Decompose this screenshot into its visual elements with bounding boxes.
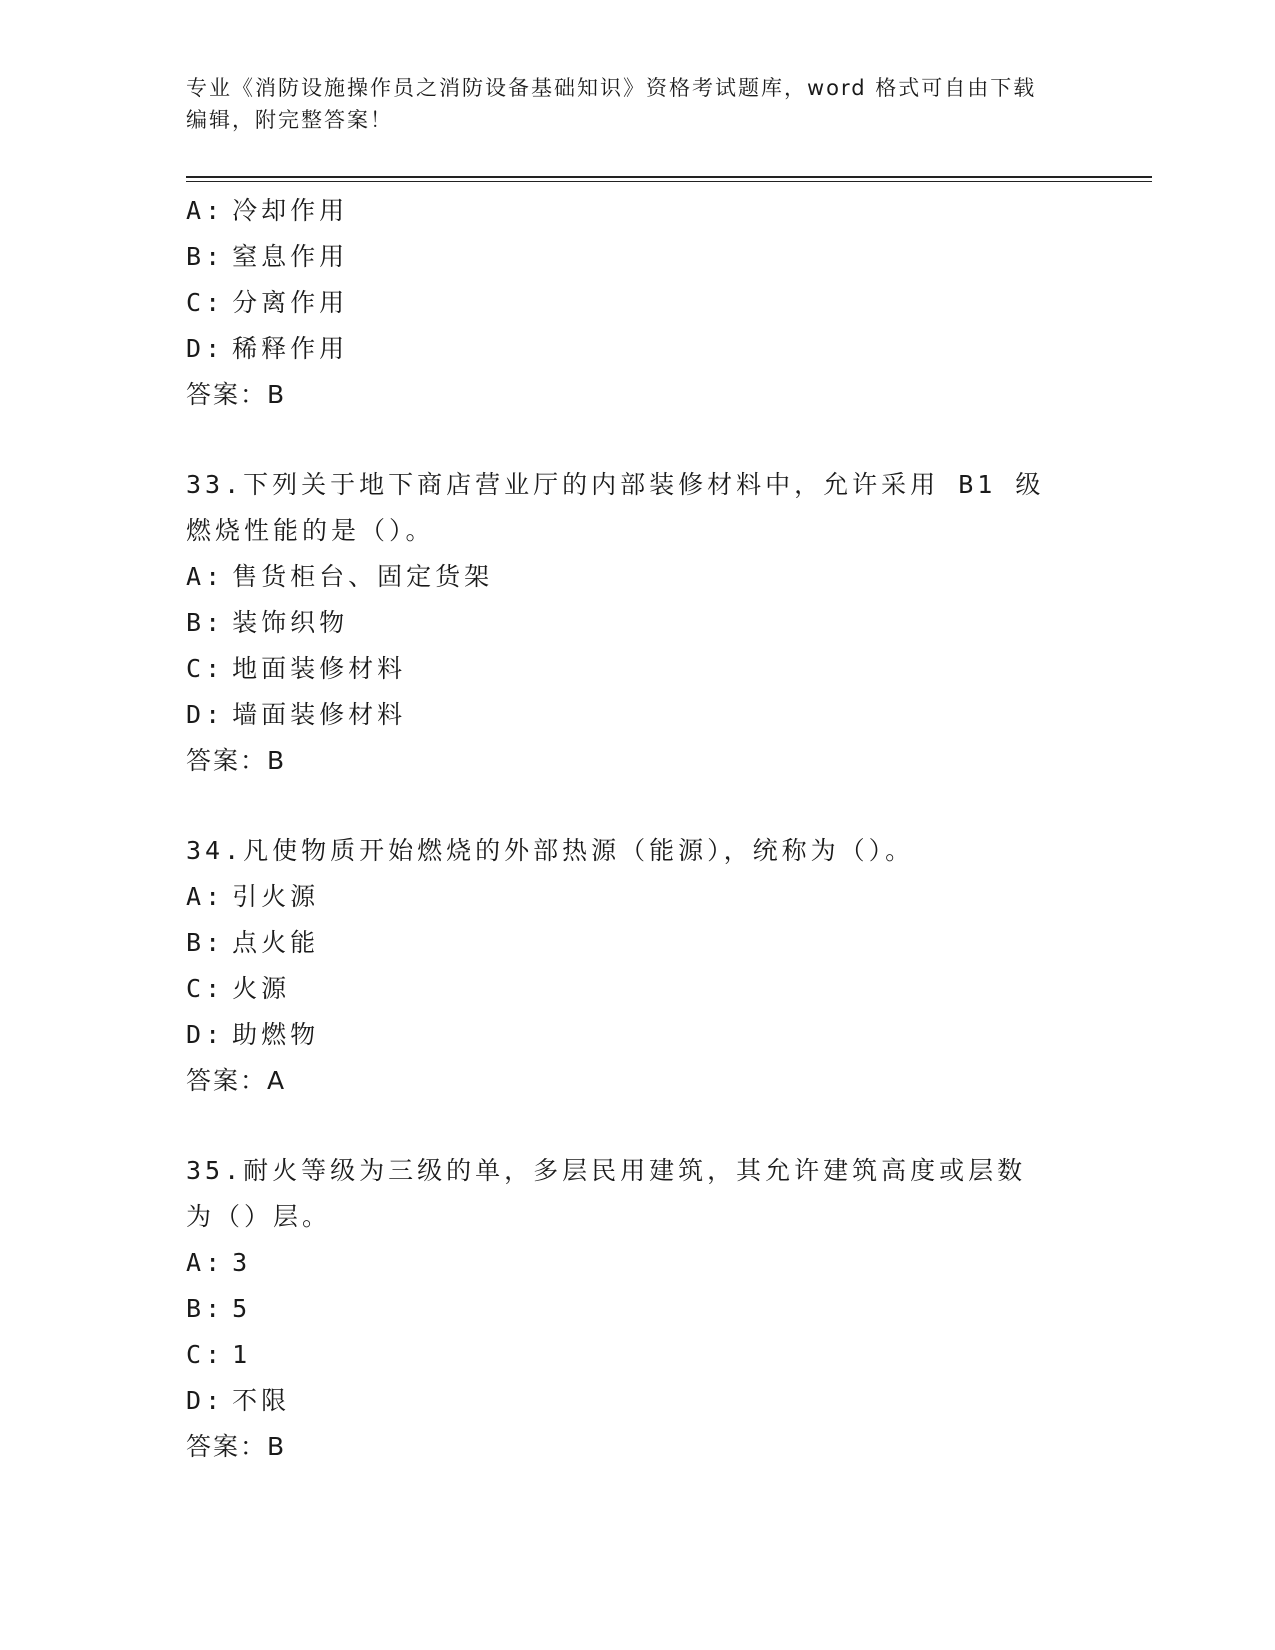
question-33 [186,462,1066,784]
question-stem: 34.凡使物质开始燃烧的外部热源（能源），统称为（）。 [186,836,915,865]
question-35 [186,1148,1066,1470]
question-32 [186,188,1066,418]
option-c: C: 分离作用 [186,288,349,317]
question-34 [186,828,1066,1104]
option-c: C: 火源 [186,974,291,1003]
header-rule-thick [186,176,1152,178]
option-b: B: 窒息作用 [186,242,349,271]
option-b: B: 装饰织物 [186,608,349,637]
answer: 答案：B [186,1432,287,1461]
answer: 答案：B [186,380,287,409]
option-d: D: 稀释作用 [186,334,349,363]
answer: 答案：B [186,746,287,775]
option-b: B: 5 [186,1294,252,1323]
question-stem: 33.下列关于地下商店营业厅的内部装修材料中，允许采用 B1 级燃烧性能的是（）。 [186,470,1045,545]
question-content [186,188,1066,1470]
document-header: 专业《消防设施操作员之消防设备基础知识》资格考试题库，word 格式可自由下载编辑，附完整答案！ [186,76,1037,132]
header-rule-thin [186,181,1152,182]
question-stem: 35.耐火等级为三级的单，多层民用建筑，其允许建筑高度或层数为（）层。 [186,1156,1027,1231]
answer: 答案：A [186,1066,287,1095]
option-d: D: 墙面装修材料 [186,700,407,729]
option-c: C: 地面装修材料 [186,654,407,683]
option-a: A: 3 [186,1248,252,1277]
option-b: B: 点火能 [186,928,320,957]
option-d: D: 助燃物 [186,1020,320,1049]
option-a: A: 冷却作用 [186,196,349,225]
option-a: A: 引火源 [186,882,320,911]
option-c: C: 1 [186,1340,252,1369]
option-a: A: 售货柜台、固定货架 [186,562,494,591]
option-d: D: 不限 [186,1386,291,1415]
